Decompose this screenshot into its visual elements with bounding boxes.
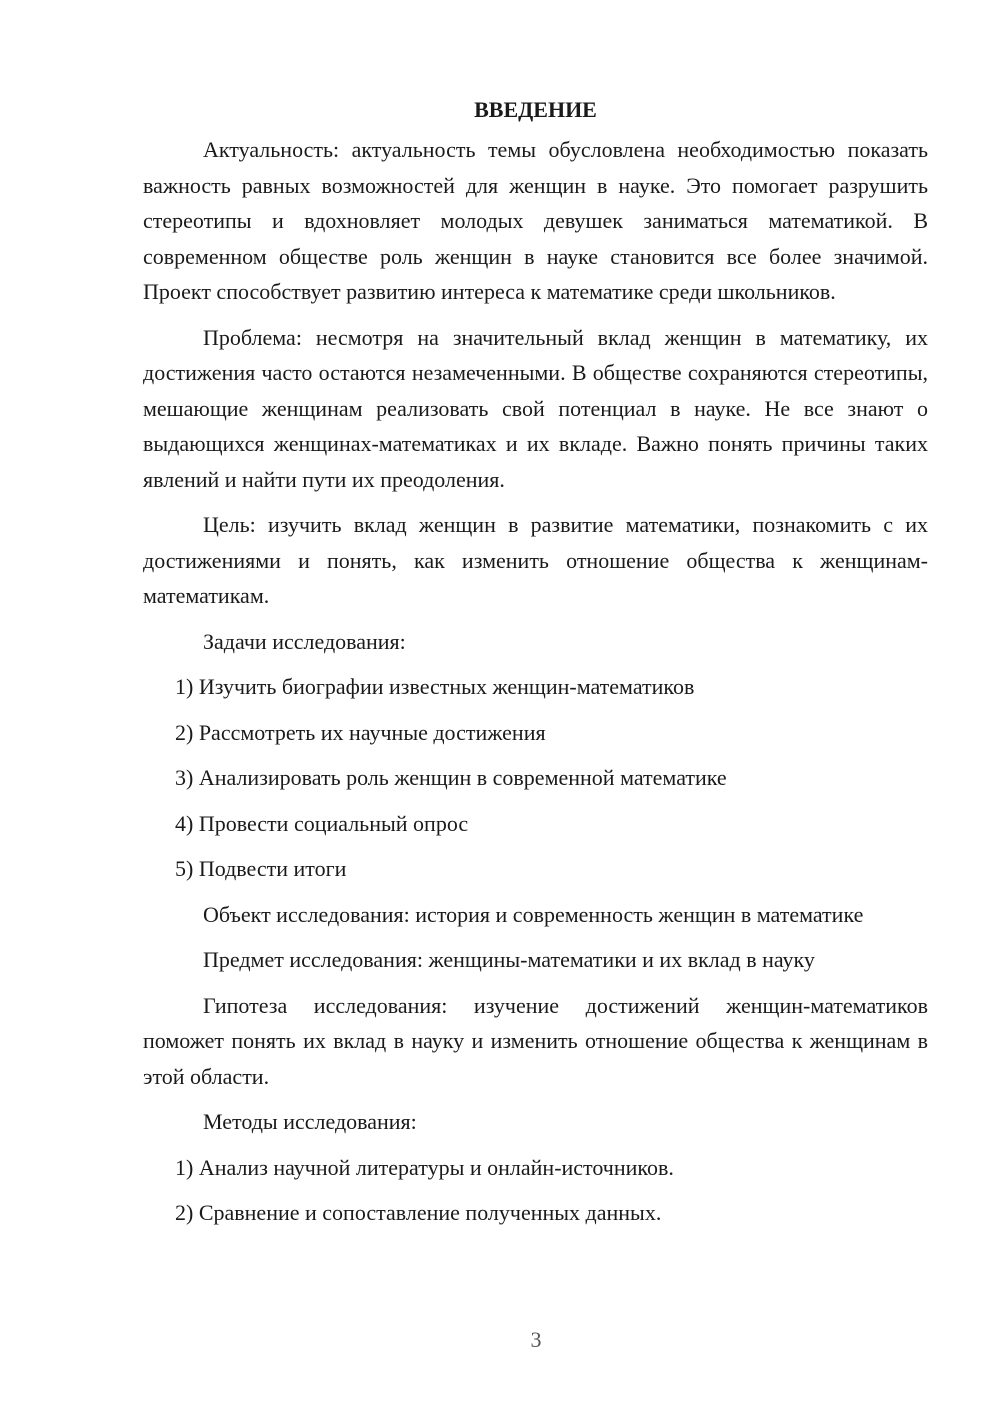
paragraph-object: Объект исследования: история и современность женщин в математике <box>203 901 864 927</box>
methods-label: Методы исследования: <box>203 1109 417 1134</box>
document-page <box>143 92 928 1241</box>
page-number: 3 <box>530 1327 542 1352</box>
list-item: 3) Анализировать роль женщин в современной математике <box>175 765 727 790</box>
tasks-list <box>143 669 928 887</box>
list-item: 2) Рассмотреть их научные достижения <box>175 719 546 745</box>
list-item: 5) Подвести итоги <box>175 856 347 881</box>
paragraph-relevance: Актуальность: актуальность темы обусловлена необходимостью показать важность равных возможностей для женщин в науке. Это помогает разрушить стереотипы и вдохновляет молодых девушек заниматься математикой. В современном обществе роль женщин в науке становится все более значимой. Проект способствует развитию интереса к математике среди школьников. <box>143 137 928 304</box>
paragraph-goal: Цель: изучить вклад женщин в развитие математики, познакомить с их достижениями и понять, как изменить отношение общества к женщинам-математикам. <box>143 512 928 608</box>
list-item: 4) Провести социальный опрос <box>175 810 469 836</box>
section-heading: ВВЕДЕНИЕ <box>474 97 597 122</box>
paragraph-hypothesis: Гипотеза исследования: изучение достижений женщин-математиков поможет понять их вклад в науку и изменить отношение общества к женщинам в этой области. <box>143 992 928 1089</box>
list-item: 1) Изучить биографии известных женщин-математиков <box>175 674 695 699</box>
list-item: 1) Анализ научной литературы и онлайн-источников. <box>175 1154 674 1180</box>
methods-list <box>143 1150 928 1231</box>
paragraph-problem: Проблема: несмотря на значительный вклад женщин в математику, их достижения часто остаются незамеченными. В обществе сохраняются стереотипы, мешающие женщинам реализовать свой потенциал в науке. Не все знают о выдающихся женщинах-математиках и их вкладе. Важно понять причины таких явлений и найти пути их преодоления. <box>143 324 928 492</box>
list-item: 2) Сравнение и сопоставление полученных данных. <box>175 1200 662 1225</box>
paragraph-subject: Предмет исследования: женщины-математики и их вклад в науку <box>203 947 815 972</box>
tasks-label: Задачи исследования: <box>203 628 406 654</box>
